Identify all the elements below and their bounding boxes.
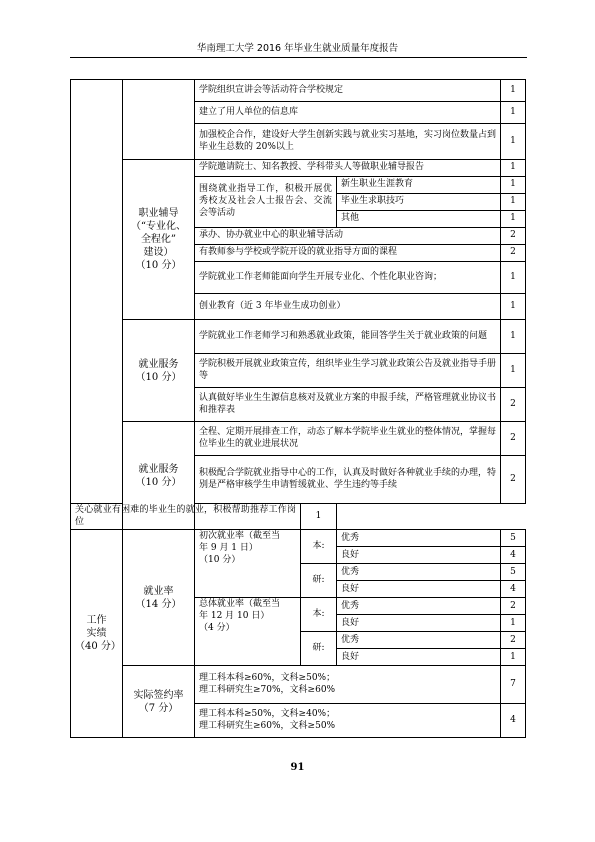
score-cell: 4 — [501, 547, 526, 564]
score-cell: 1 — [501, 177, 526, 194]
category-label-line: （10 分） — [135, 476, 182, 488]
criterion-text: 围绕就业指导工作，积极开展优秀校友及社会人士报告会、交流会等活动 — [195, 177, 337, 228]
score-cell: 2 — [501, 245, 526, 262]
level-label: 良好 — [337, 615, 501, 632]
criterion-text: 全程、定期开展排查工作，动态了解本学院毕业生就业的整体情况，掌握每位毕业生的就业进展状况 — [195, 422, 501, 456]
level-label: 优秀 — [337, 598, 501, 615]
score-cell: 1 — [501, 354, 526, 388]
criterion-text: 创业教育（近 3 年毕业生成功创业） — [195, 294, 501, 320]
employment-rate-category — [123, 530, 195, 666]
signing-criterion — [195, 666, 501, 704]
criterion-text: 认真做好毕业生生源信息核对及就业方案的申报手续，严格管理就业协议书和推荐表 — [195, 388, 501, 422]
criterion-text: 学院邀请院士、知名教授、学科带头人等做职业辅导报告 — [195, 160, 501, 177]
category-label-line: 工作 — [86, 615, 107, 627]
criterion-text: 加强校企合作，建设好大学生创新实践与就业实习基地，实习岗位数量占到毕业生总数的 20%以上 — [195, 124, 501, 160]
category-label-line: 就业率 — [143, 585, 174, 597]
overall-employment-rate-label — [195, 598, 301, 666]
score-cell: 2 — [501, 388, 526, 422]
category-label-line: （10 分） — [135, 260, 182, 271]
criterion-line: 理工科研究生≥70%，文科≥60% — [199, 684, 336, 695]
subcategory-cell-blank — [123, 80, 195, 160]
table-row — [71, 422, 526, 456]
sub-criterion-text: 新生职业生涯教育 — [337, 177, 501, 194]
level-label: 良好 — [337, 649, 501, 666]
category-label-line: 就业服务 — [138, 358, 179, 370]
score-cell: 2 — [501, 422, 526, 456]
sub-criterion-text: 其他 — [337, 211, 501, 228]
score-cell: 2 — [501, 598, 526, 615]
criterion-text: 关心就业有困难的毕业生的就业，积极帮助推荐工作岗位 — [71, 504, 301, 530]
evaluation-table — [70, 79, 526, 738]
sub-criterion-text: 毕业生求职技巧 — [337, 194, 501, 211]
undergraduate-label: 本: — [301, 530, 337, 564]
label-line: （4 分） — [199, 622, 235, 633]
table-row — [71, 530, 526, 547]
table-row — [71, 666, 526, 704]
score-cell: 1 — [501, 124, 526, 160]
score-cell: 1 — [301, 504, 337, 530]
score-cell: 2 — [501, 456, 526, 504]
undergraduate-label: 本: — [301, 598, 337, 632]
score-cell: 1 — [501, 80, 526, 102]
score-cell: 2 — [501, 228, 526, 245]
score-cell: 1 — [501, 160, 526, 177]
score-cell: 2 — [501, 632, 526, 649]
category-label-line: 实际签约率 — [133, 689, 184, 701]
category-label-line: 就业服务 — [138, 463, 179, 475]
level-label: 优秀 — [337, 632, 501, 649]
category-label-line: （“专业化、 — [130, 221, 187, 232]
signing-rate-category — [123, 666, 195, 738]
table-row — [71, 504, 526, 530]
criterion-text: 学院组织宣讲会等活动符合学校规定 — [195, 80, 501, 102]
career-guidance-category — [123, 160, 195, 320]
label-line: （10 分） — [199, 554, 241, 565]
score-cell: 4 — [501, 704, 526, 738]
score-cell: 7 — [501, 666, 526, 704]
page-header: 华南理工大学 2016 年毕业生就业质量年度报告 — [196, 43, 399, 54]
category-cell-blank — [71, 80, 123, 504]
score-cell: 1 — [501, 211, 526, 228]
work-performance-category — [71, 530, 123, 738]
label-line: 年 9 月 1 日） — [199, 543, 258, 554]
criterion-line: 理工科本科≥60%，文科≥50%； — [199, 673, 336, 684]
criterion-text: 有教师参与学校或学院开设的就业指导方面的课程 — [195, 245, 501, 262]
level-label: 优秀 — [337, 564, 501, 581]
criterion-text: 建立了用人单位的信息库 — [195, 102, 501, 124]
criterion-line: 理工科本科≥50%，文科≥40%； — [199, 709, 336, 720]
level-label: 良好 — [337, 547, 501, 564]
score-cell: 1 — [501, 320, 526, 354]
score-cell: 1 — [501, 615, 526, 632]
score-cell: 1 — [501, 262, 526, 294]
table-row — [71, 80, 526, 102]
category-label-line: 建设） — [143, 247, 174, 258]
header-divider — [70, 57, 527, 58]
table-row — [71, 320, 526, 354]
page-number: 91 — [290, 762, 305, 773]
criterion-line: 理工科研究生≥60%，文科≥50% — [199, 720, 336, 731]
category-label-line: （14 分） — [135, 598, 182, 610]
score-cell: 1 — [501, 194, 526, 211]
score-cell: 1 — [501, 294, 526, 320]
graduate-label: 研: — [301, 632, 337, 666]
criterion-text: 学院积极开展就业政策宣传，组织毕业生学习就业政策公告及就业指导手册等 — [195, 354, 501, 388]
graduate-label: 研: — [301, 564, 337, 598]
criterion-text: 承办、协办就业中心的职业辅导活动 — [195, 228, 501, 245]
score-cell: 4 — [501, 581, 526, 598]
initial-employment-rate-label — [195, 530, 301, 598]
label-line: 初次就业率（截至当 — [199, 531, 281, 542]
score-cell: 1 — [501, 102, 526, 124]
employment-service-category — [123, 320, 195, 422]
score-cell: 5 — [501, 564, 526, 581]
level-label: 良好 — [337, 581, 501, 598]
table-row — [71, 160, 526, 177]
signing-criterion — [195, 704, 501, 738]
category-label-line: （40 分） — [75, 641, 121, 653]
criterion-text: 学院就业工作老师学习和熟悉就业政策，能回答学生关于就业政策的问题 — [195, 320, 501, 354]
level-label: 优秀 — [337, 530, 501, 547]
category-label-line: 实绩 — [86, 628, 107, 640]
category-label-line: 全程化” — [140, 234, 177, 245]
score-cell: 1 — [501, 649, 526, 666]
category-label-line: 职业辅导 — [138, 208, 179, 219]
criterion-text: 积极配合学院就业指导中心的工作，认真及时做好各种就业手续的办理，特别是严格审核学生申请暂缓就业、学生违约等手续 — [195, 456, 501, 504]
label-line: 总体就业率（截至当 — [199, 599, 281, 610]
criterion-text: 学院就业工作老师能面向学生开展专业化、个性化职业咨询； — [195, 262, 501, 294]
category-label-line: （10 分） — [135, 371, 182, 383]
label-line: 年 12 月 10 日） — [199, 611, 270, 622]
category-label-line: （7 分） — [138, 702, 179, 714]
score-cell: 5 — [501, 530, 526, 547]
